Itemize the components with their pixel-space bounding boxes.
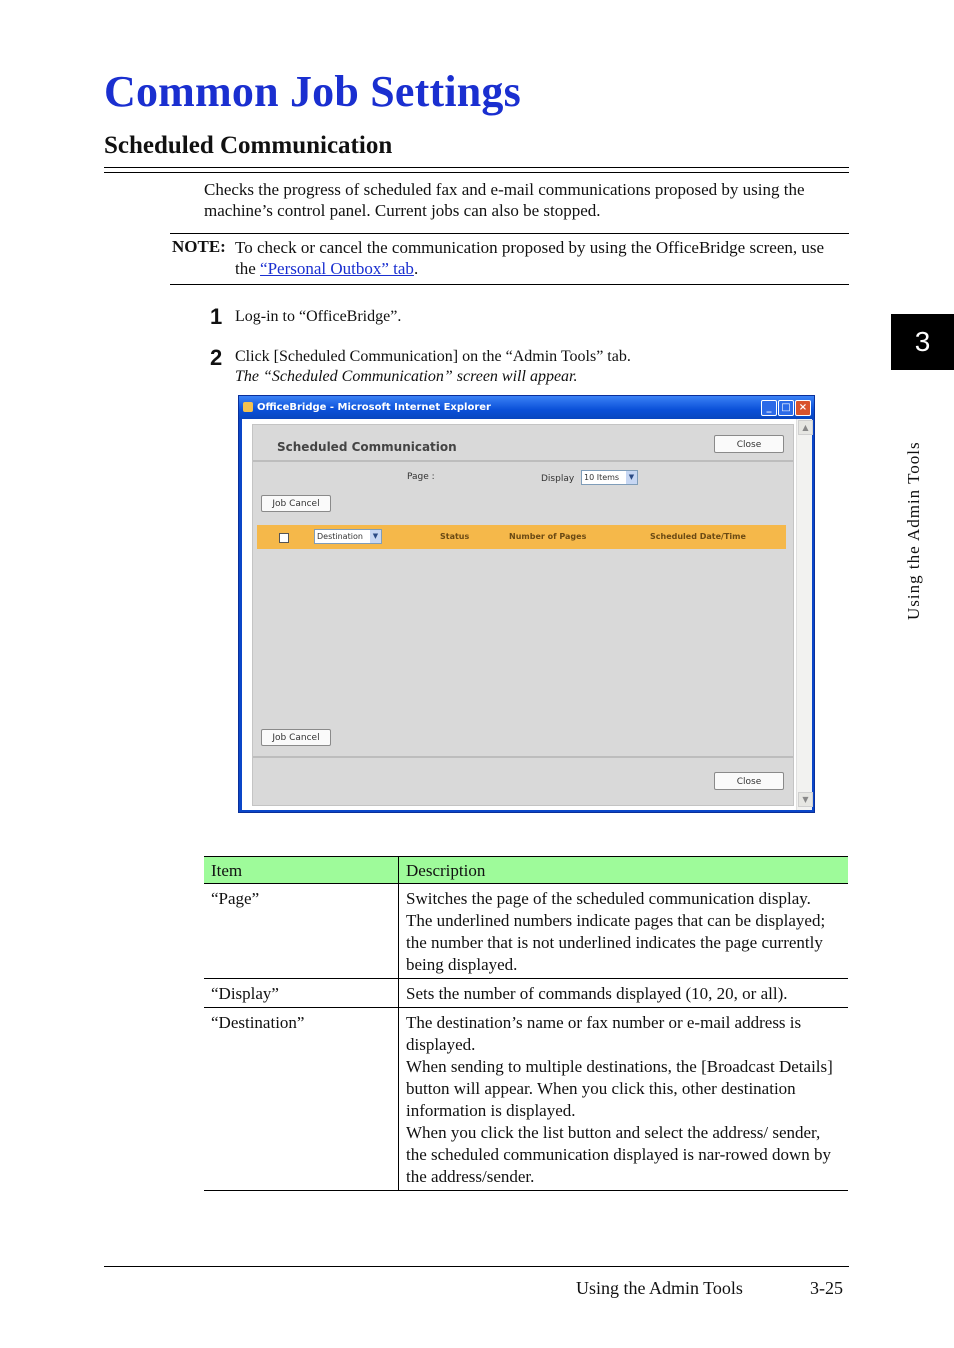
chevron-down-icon: ▼ xyxy=(370,530,381,543)
note-text-before: To check or cancel the communication proposed by using the OfficeBridge screen, use the xyxy=(235,238,825,278)
column-number-of-pages: Number of Pages xyxy=(509,532,587,541)
job-cancel-button-top[interactable]: Job Cancel xyxy=(261,495,331,512)
column-scheduled-date-time: Scheduled Date/Time xyxy=(650,532,746,541)
select-all-checkbox[interactable] xyxy=(279,533,289,543)
column-status: Status xyxy=(440,532,470,541)
close-window-icon[interactable]: × xyxy=(795,400,811,416)
maximize-icon[interactable]: □ xyxy=(778,400,794,416)
desc-line: Sets the number of commands displayed (10, 20, or all). xyxy=(406,984,788,1003)
footer-divider xyxy=(253,756,793,758)
personal-outbox-link[interactable]: “Personal Outbox” tab xyxy=(260,259,414,278)
display-select-value: 10 Items xyxy=(584,473,620,482)
note-top-rule xyxy=(170,233,849,234)
list-header-row xyxy=(257,525,786,549)
chapter-tab: 3 xyxy=(891,314,954,370)
table-row xyxy=(204,884,848,979)
window-titlebar xyxy=(239,396,814,419)
step-2-text: Click [Scheduled Communication] on the “Admin Tools” tab. xyxy=(235,348,631,365)
ie-icon xyxy=(243,402,253,412)
footer-label: Using the Admin Tools xyxy=(576,1278,743,1298)
browser-window-screenshot xyxy=(238,395,815,813)
footer-rule xyxy=(104,1266,849,1267)
close-button-top[interactable]: Close xyxy=(714,435,784,453)
intro-paragraph: Checks the progress of scheduled fax and e-mail communications proposed by using the machine’s control panel. Current jobs can also be stopped. xyxy=(204,180,805,220)
step-1-text: Log-in to “OfficeBridge”. xyxy=(235,308,402,325)
window-title: OfficeBridge - Microsoft Internet Explorer xyxy=(257,402,491,413)
table-row xyxy=(204,979,848,1008)
note-text xyxy=(235,237,835,279)
vertical-scrollbar[interactable] xyxy=(796,419,812,810)
step-2-result: The “Scheduled Communication” screen will appear. xyxy=(235,368,578,385)
minimize-icon[interactable]: _ xyxy=(761,400,777,416)
row-desc-display xyxy=(399,979,849,1008)
destination-select-value: Destination xyxy=(317,532,363,541)
display-select[interactable] xyxy=(581,470,638,485)
close-button-bottom[interactable]: Close xyxy=(714,772,784,790)
row-desc-page xyxy=(399,884,849,979)
section-heading: Scheduled Communication xyxy=(104,132,393,159)
desc-line: Switches the page of the scheduled communication display. xyxy=(406,889,811,908)
scroll-up-icon[interactable]: ▲ xyxy=(798,420,813,435)
row-item-page: “Page” xyxy=(204,884,399,979)
job-cancel-button-bottom[interactable]: Job Cancel xyxy=(261,729,331,746)
table-header-row xyxy=(204,857,848,884)
page-number: 3-25 xyxy=(810,1278,843,1298)
window-content xyxy=(242,419,811,810)
row-item-destination: “Destination” xyxy=(204,1008,399,1191)
chapter-side-label: Using the Admin Tools xyxy=(904,441,923,620)
header-divider xyxy=(253,460,793,462)
desc-line: When sending to multiple destinations, the [Broadcast Details] button will appear. When you click this, other destination information is displayed. xyxy=(406,1057,833,1120)
row-desc-destination xyxy=(399,1008,849,1191)
section-double-rule xyxy=(104,167,849,173)
destination-select[interactable] xyxy=(314,529,382,544)
page-label: Page : xyxy=(407,472,435,482)
header-item: Item xyxy=(204,857,399,884)
settings-description-table xyxy=(204,856,848,1191)
table-row xyxy=(204,1008,848,1191)
desc-line: When you click the list button and select the address/ sender, the scheduled communication displayed is nar-rowed down by the address/sender. xyxy=(406,1123,832,1186)
display-label: Display xyxy=(541,474,575,484)
desc-line: The underlined numbers indicate pages that can be displayed; the number that is not underlined indicates the page currently being displayed. xyxy=(406,911,826,974)
row-item-display: “Display” xyxy=(204,979,399,1008)
chevron-down-icon: ▼ xyxy=(626,471,637,484)
header-description: Description xyxy=(399,857,849,884)
note-bottom-rule xyxy=(170,284,849,285)
scheduled-communication-panel xyxy=(252,424,794,806)
screen-title: Scheduled Communication xyxy=(277,440,457,454)
step-2-number: 2 xyxy=(210,345,223,370)
scroll-down-icon[interactable]: ▼ xyxy=(798,792,813,807)
page-title: Common Job Settings xyxy=(104,67,521,116)
note-text-after: . xyxy=(413,259,419,278)
step-1-number: 1 xyxy=(210,304,223,329)
desc-line: The destination’s name or fax number or e-mail address is displayed. xyxy=(406,1013,802,1054)
note-label: NOTE: xyxy=(172,237,226,256)
